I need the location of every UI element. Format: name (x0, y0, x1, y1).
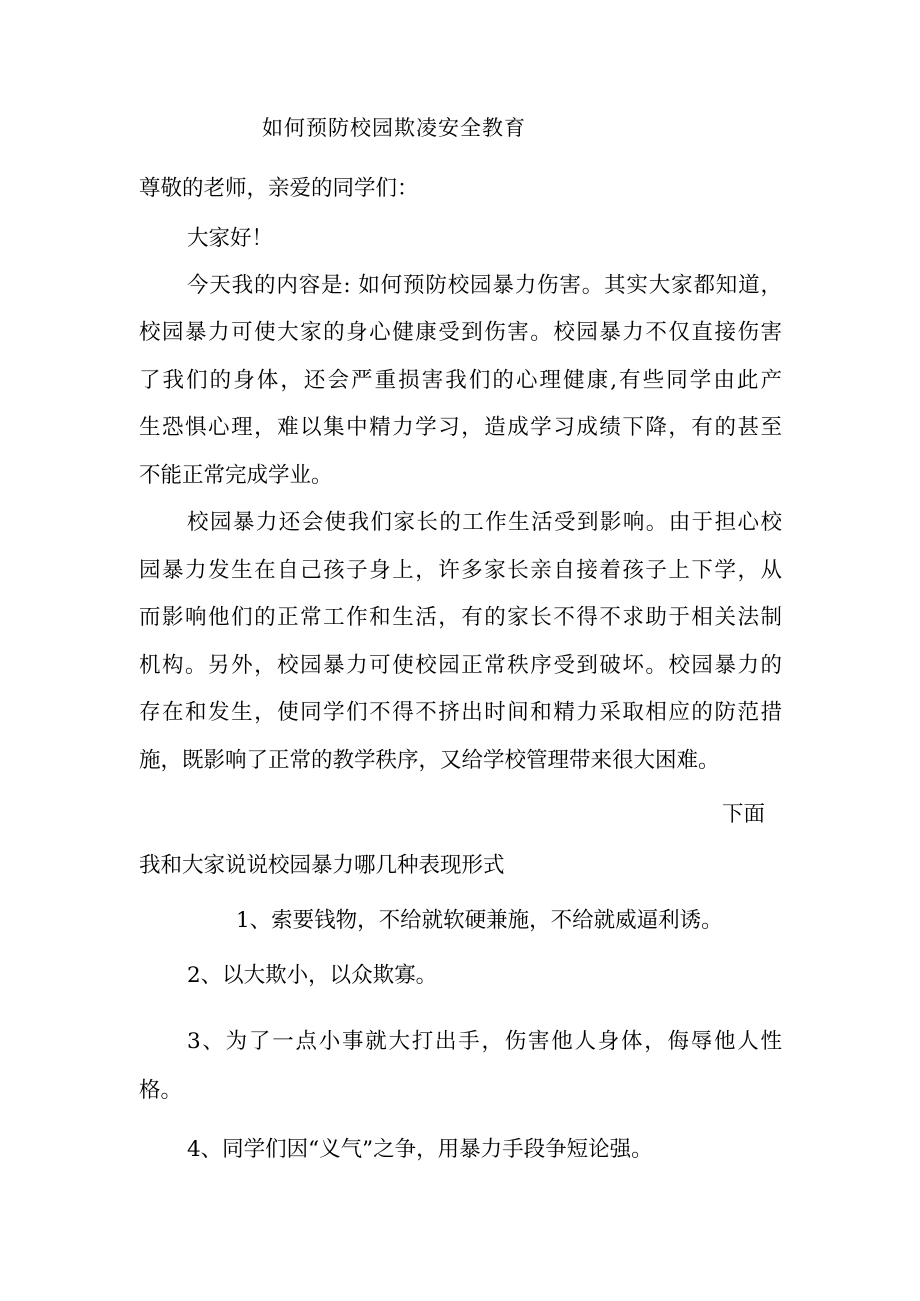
paragraph1-line-3: 了我们的身体，还会严重损害我们的心理健康,有些同学由此产 (139, 368, 782, 393)
list-item-3-line-2: 格。 (139, 1078, 183, 1103)
paragraph2-line-1: 校园暴力还会使我们家长的工作生活受到影响。由于担心校 (187, 510, 782, 535)
greeting: 尊敬的老师，亲爱的同学们： (139, 176, 419, 201)
list-item-1: 1、索要钱物，不给就软硬兼施，不给就威逼利诱。 (236, 908, 723, 933)
paragraph2-line-4: 机构。另外，校园暴力可使校园正常秩序受到破坏。校园暴力的 (139, 653, 782, 678)
paragraph2-line-2: 园暴力发生在自己孩子身上，许多家长亲自接着孩子上下学，从 (139, 558, 782, 583)
list-item-3-line-1: 3、为了一点小事就大打出手，伤害他人身体，侮辱他人性 (187, 1029, 782, 1054)
list-item-4: 4、同学们因“义气”之争，用暴力手段争短论强。 (187, 1137, 653, 1162)
list-item-2: 2、以大欺小，以众欺寡。 (187, 963, 438, 988)
paragraph1-line-2: 校园暴力可使大家的身心健康受到伤害。校园暴力不仅直接伤害 (139, 320, 782, 345)
paragraph2-line-3: 而影响他们的正常工作和生活，有的家长不得不求助于相关法制 (139, 605, 782, 630)
paragraph2-line-5: 存在和发生，使同学们不得不挤出时间和精力采取相应的防范措 (139, 700, 782, 725)
paragraph2-line-6: 施，既影响了正常的教学秩序，又给学校管理带来很大困难。 (139, 748, 720, 773)
paragraph1-line-1: 今天我的内容是: 如何预防校园暴力伤害。其实大家都知道， (187, 273, 782, 298)
paragraph1-line-5: 不能正常完成学业。 (139, 463, 333, 488)
hello-line: 大家好！ (187, 226, 274, 251)
paragraph1-line-4: 生恐惧心理，难以集中精力学习，造成学习成绩下降，有的甚至 (139, 415, 782, 440)
document-title: 如何预防校园欺凌安全教育 (262, 116, 526, 140)
transition-left: 我和大家说说校园暴力哪几种表现形式 (139, 853, 505, 878)
transition-right: 下面 (722, 802, 766, 827)
